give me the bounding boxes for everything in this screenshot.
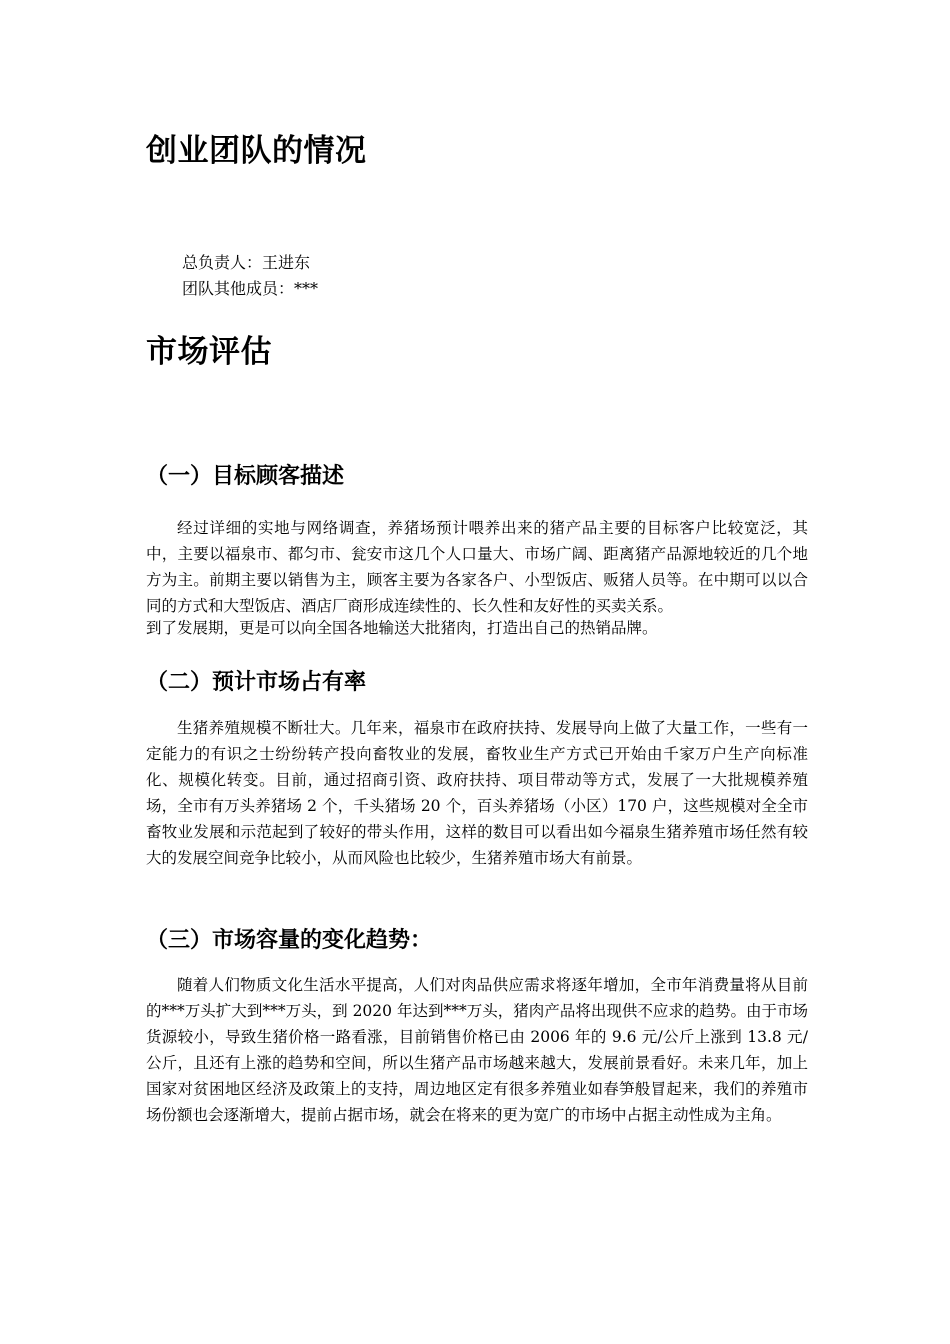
team-block [182,250,318,302]
section2-paragraph: 生猪养殖规模不断壮大。几年来，福泉市在政府扶持、发展导向上做了大量工作，一些有一定能力的有识之士纷纷转产投向畜牧业的发展，畜牧业生产方式已开始由千家万户生产向标准化、规模化转变。目前，通过招商引资、政府扶持、项目带动等方式，发展了一大批规模养殖场，全市有万头养猪场 2 个，千头猪场 20 个，百头养猪场（小区）170 户，这些规模对全全市畜牧业发展和示范起到了较好的带头作用，这样的数目可以看出如今福泉生猪养殖市场任然有较大的发展空间竞争比较小，从而风险也比较少，生猪养殖市场大有前景。 [146,719,808,867]
section1-paragraph: 经过详细的实地与网络调查，养猪场预计喂养出来的猪产品主要的目标客户比较宽泛，其中，主要以福泉市、都匀市、瓮安市这几个人口量大、市场广阔、距离猪产品源地较近的几个地方为主。前期主要以销售为主，顾客主要为各家各户、小型饭店、贩猪人员等。在中期可以以合同的方式和大型饭店、酒店厂商形成连续性的、长久性和友好性的买卖关系。 [146,519,808,615]
section1-paragraph2: 到了发展期，更是可以向全国各地输送大批猪肉，打造出自己的热销品牌。 [146,619,658,637]
section3-title: （三）市场容量的变化趋势： [146,928,433,953]
team-members: 团队其他成员：*** [182,279,319,298]
heading-team: 创业团队的情况 [146,133,367,169]
section1-title: （一）目标顾客描述 [146,464,345,489]
section2-title: （二）预计市场占有率 [146,670,367,695]
section3-paragraph: 随着人们物质文化生活水平提高，人们对肉品供应需求将逐年增加，全市年消费量将从目前的***万头扩大到***万头，到 2020 年达到***万头，猪肉产品将出现供不应求的趋势。由于市场货源较小，导致生猪价格一路看涨，目前销售价格已由 2006 年的 9.6 元/公斤上涨到 13.8 元/公斤，且还有上涨的趋势和空间，所以生猪产品市场越来越大，发展前景看好。未来几年，加上国家对贫困地区经济及政策上的支持，周边地区定有很多养殖业如春笋般冒起来，我们的养殖市场份额也会逐渐增大，提前占据市场，就会在将来的更为宽广的市场中占据主动性成为主角。 [146,976,808,1124]
heading-market: 市场评估 [146,334,272,370]
team-leader: 总负责人：王进东 [182,253,311,272]
